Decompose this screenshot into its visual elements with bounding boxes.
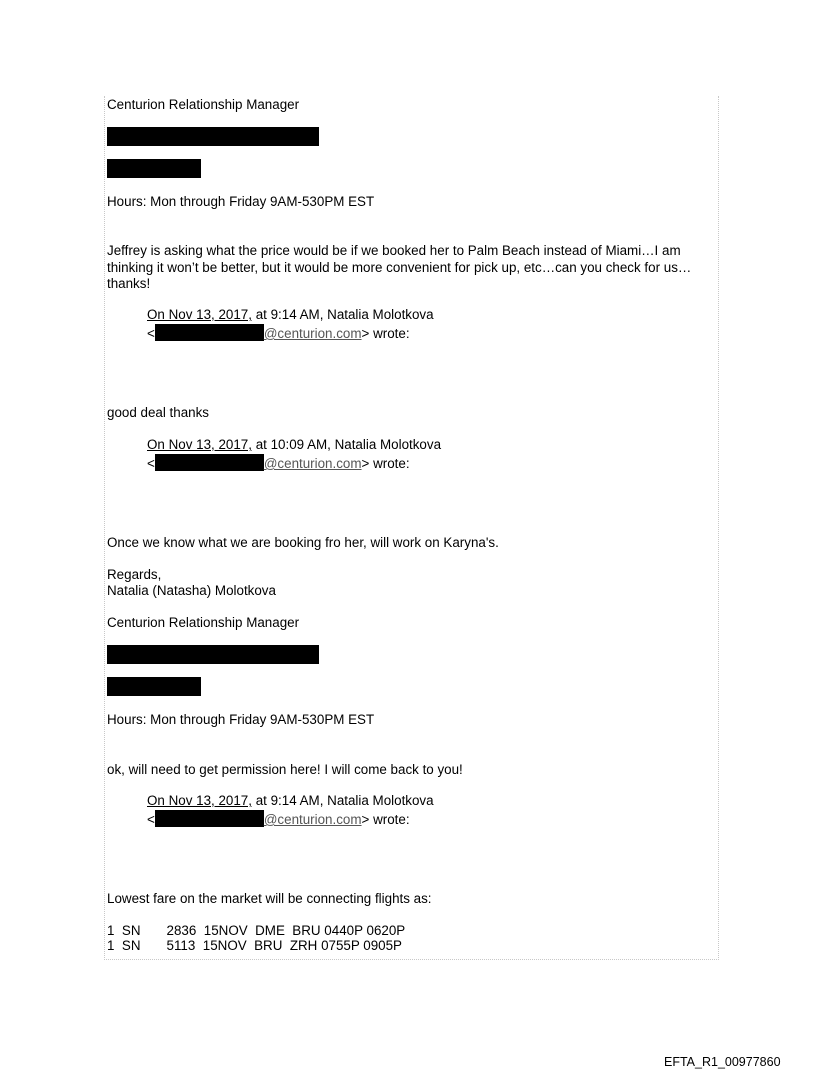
redaction-bar <box>155 810 264 827</box>
quote-header <box>147 307 434 323</box>
quote-date: On Nov 13, 2017, <box>147 307 252 322</box>
quote-header <box>147 793 434 809</box>
quote-header <box>147 437 441 453</box>
quote-sender: at 9:14 AM, Natalia Molotkova <box>251 307 434 322</box>
quote-email-line <box>147 810 410 828</box>
bracket-open: < <box>147 812 155 827</box>
document-id: EFTA_R1_00977860 <box>664 1055 781 1069</box>
quote-sender: at 9:14 AM, Natalia Molotkova <box>251 793 434 808</box>
signature-title: Centurion Relationship Manager <box>107 97 300 112</box>
message-body: Once we know what we are booking fro her, will work on Karyna's. <box>107 535 499 550</box>
flight-row: 1 SN 2836 15NOV DME BRU 0440P 0620P <box>107 923 406 938</box>
redaction-bar <box>155 324 264 341</box>
email-link[interactable]: @centurion.com <box>263 326 362 341</box>
email-link[interactable]: @centurion.com <box>263 456 362 471</box>
wrote-label: > wrote: <box>361 812 410 827</box>
redaction-bar <box>107 645 319 664</box>
wrote-label: > wrote: <box>361 326 410 341</box>
wrote-label: > wrote: <box>361 456 410 471</box>
email-link[interactable]: @centurion.com <box>263 812 362 827</box>
message-body: Lowest fare on the market will be connecting flights as: <box>107 891 432 906</box>
signature-title: Centurion Relationship Manager <box>107 615 300 630</box>
quote-date: On Nov 13, 2017, <box>147 793 252 808</box>
regards-text: Regards, <box>107 567 162 582</box>
message-body: Jeffrey is asking what the price would be if we booked her to Palm Beach instead of Miami…I am thinking it won’t be better, but it would be more convenient for pick up, etc…can you check for us…thanks! <box>107 243 692 291</box>
message-body: ok, will need to get permission here! I will come back to you! <box>107 762 463 777</box>
message-body: good deal thanks <box>107 405 209 420</box>
bracket-open: < <box>147 456 155 471</box>
signature-hours: Hours: Mon through Friday 9AM-530PM EST <box>107 712 375 727</box>
email-content-frame <box>104 96 719 960</box>
quote-email-line <box>147 454 410 472</box>
sender-name: Natalia (Natasha) Molotkova <box>107 583 276 598</box>
redaction-bar <box>155 454 264 471</box>
redaction-bar <box>107 677 201 696</box>
quote-sender: at 10:09 AM, Natalia Molotkova <box>251 437 442 452</box>
bracket-open: < <box>147 326 155 341</box>
redaction-bar <box>107 159 201 178</box>
quote-date: On Nov 13, 2017, <box>147 437 252 452</box>
redaction-bar <box>107 127 319 146</box>
quote-email-line <box>147 324 410 342</box>
flight-row: 1 SN 5113 15NOV BRU ZRH 0755P 0905P <box>107 938 402 953</box>
signature-hours: Hours: Mon through Friday 9AM-530PM EST <box>107 194 375 209</box>
